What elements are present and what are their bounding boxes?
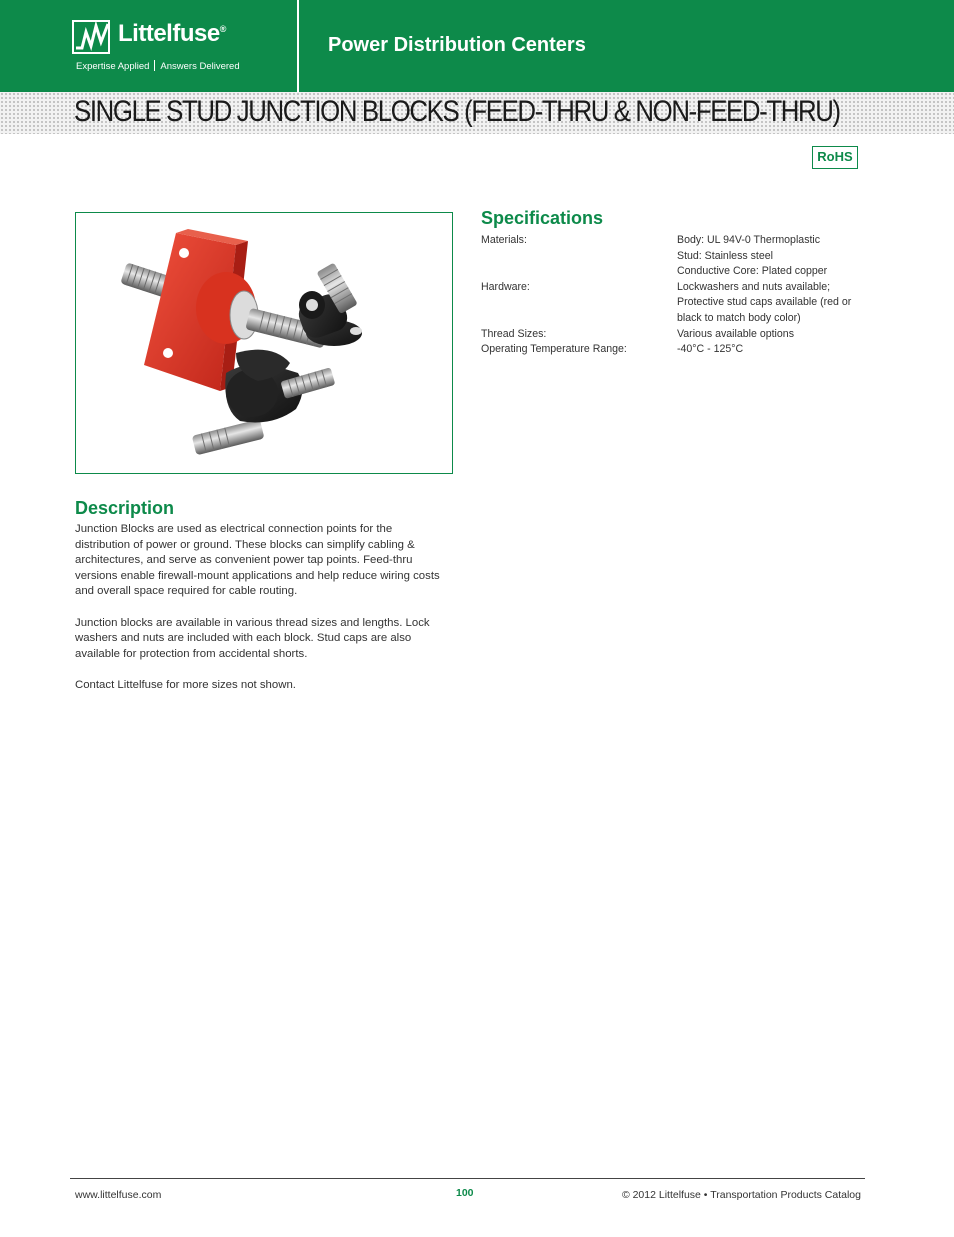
product-image bbox=[75, 212, 453, 474]
spec-row bbox=[481, 233, 871, 249]
junction-blocks-illustration bbox=[76, 213, 452, 473]
spec-row bbox=[481, 311, 871, 327]
footer-website-link[interactable]: www.littelfuse.com bbox=[75, 1189, 162, 1201]
spec-label bbox=[481, 249, 677, 265]
spec-row bbox=[481, 264, 871, 280]
rohs-badge: RoHS bbox=[812, 146, 858, 169]
spec-row bbox=[481, 295, 871, 311]
spec-label: Materials: bbox=[481, 234, 527, 246]
description-text bbox=[75, 522, 450, 709]
tagline-left: Expertise Applied bbox=[76, 61, 150, 72]
spec-value: -40°C - 125°C bbox=[677, 343, 744, 356]
spec-row bbox=[481, 327, 871, 343]
spec-label bbox=[481, 311, 677, 327]
footer-divider bbox=[70, 1178, 865, 1179]
description-paragraph: Junction blocks are available in various thread sizes and lengths. Lock washers and nuts are included with each block. Stud caps are also available for protection from accidental shorts. bbox=[75, 616, 430, 660]
spec-row bbox=[481, 249, 871, 265]
spec-row bbox=[481, 342, 871, 358]
tagline-right: Answers Delivered bbox=[160, 61, 240, 72]
page-header bbox=[0, 0, 954, 92]
description-paragraph: Contact Littelfuse for more sizes not shown. bbox=[75, 678, 296, 691]
spec-value: Conductive Core: Plated copper bbox=[677, 265, 828, 278]
page-title: SINGLE STUD JUNCTION BLOCKS (FEED-THRU & NON-FEED-THRU) bbox=[74, 95, 840, 128]
description-paragraph: Junction Blocks are used as electrical connection points for the distribution of power or ground. These blocks can simplify cabling & architectures, and serve as convenient power tap points. Feed-thru versions enable firewall-mount applications and help reduce wiring costs and overall space required for cable routing. bbox=[75, 523, 440, 598]
specifications-table bbox=[481, 233, 871, 358]
spec-label: Operating Temperature Range: bbox=[481, 343, 627, 356]
brand-name: Littelfuse® bbox=[118, 20, 226, 47]
spec-label bbox=[481, 264, 677, 280]
specifications-heading: Specifications bbox=[481, 208, 604, 228]
header-divider bbox=[297, 0, 299, 92]
footer-copyright: © 2012 Littelfuse • Transportation Products Catalog bbox=[621, 1189, 861, 1201]
littelfuse-logo[interactable] bbox=[72, 18, 292, 78]
spec-value: black to match body color) bbox=[677, 311, 801, 324]
description-heading: Description bbox=[75, 498, 175, 518]
section-title: Power Distribution Centers bbox=[328, 34, 586, 56]
footer-page-number: 100 bbox=[456, 1187, 474, 1199]
littelfuse-logo-icon bbox=[72, 20, 112, 54]
brand-tagline bbox=[76, 60, 240, 72]
spec-label: Hardware: bbox=[481, 280, 530, 293]
spec-label: Thread Sizes: bbox=[481, 327, 547, 340]
spec-value: Various available options bbox=[677, 327, 794, 340]
spec-value: Protective stud caps available (red or bbox=[677, 296, 852, 309]
spec-row bbox=[481, 280, 871, 296]
spec-label bbox=[481, 295, 677, 311]
spec-value: Body: UL 94V-0 Thermoplastic bbox=[677, 234, 821, 246]
spec-value: Lockwashers and nuts available; bbox=[677, 280, 831, 293]
spec-value: Stud: Stainless steel bbox=[677, 249, 773, 262]
